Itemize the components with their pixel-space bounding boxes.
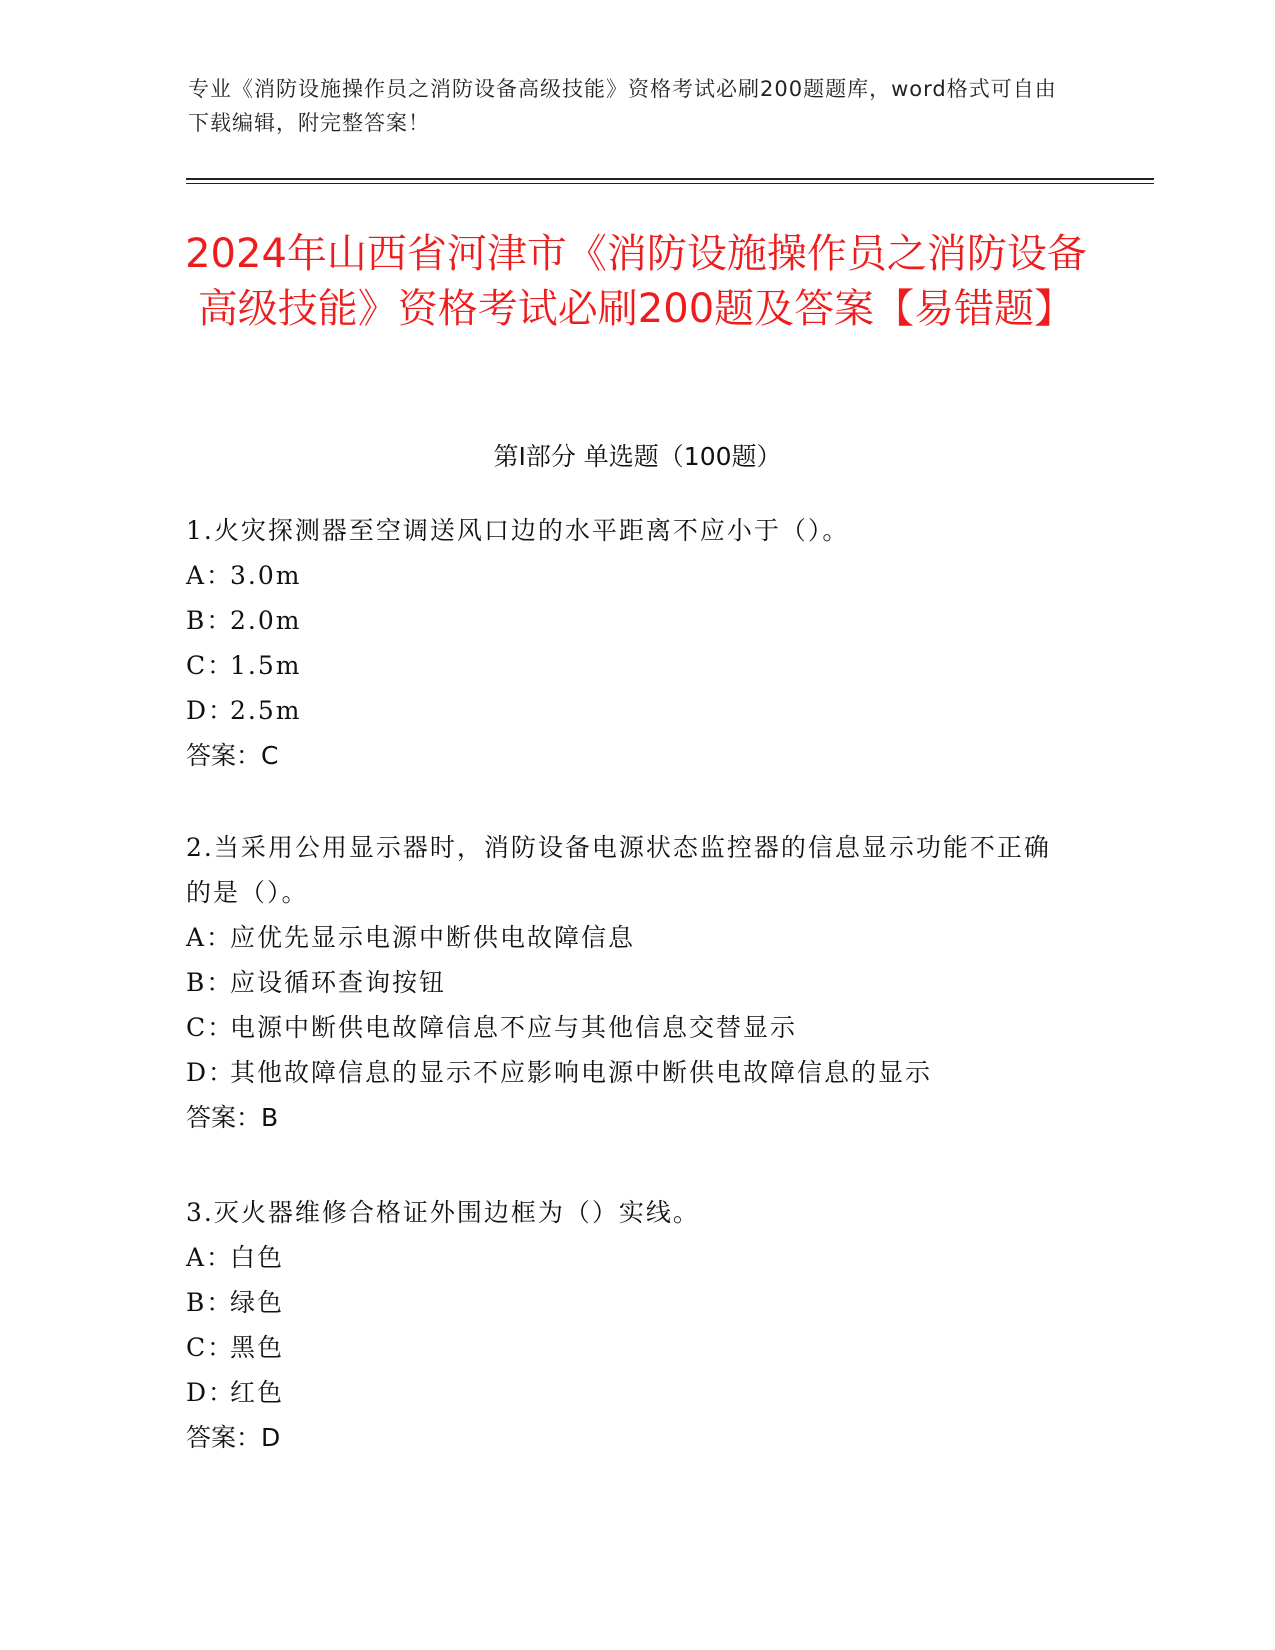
option-key: D： (186, 696, 236, 725)
option-text: 白色 (230, 1243, 285, 1272)
section-title: 第Ⅰ部分 单选题（100题） (493, 442, 782, 471)
option-text: 2.5m (230, 696, 302, 725)
option-c (186, 1325, 1066, 1370)
option-key: C： (186, 1013, 235, 1042)
question-2 (186, 825, 1066, 1140)
header-note: 专业《消防设施操作员之消防设备高级技能》资格考试必刷200题题库，word格式可自由下载编辑，附完整答案！ (188, 77, 1057, 135)
question-stem: 3.灭火器维修合格证外围边框为（）实线。 (186, 1198, 700, 1227)
option-text: 1.5m (230, 651, 302, 680)
option-text: 电源中断供电故障信息不应与其他信息交替显示 (230, 1013, 798, 1042)
option-b (186, 598, 1066, 643)
option-key: B： (186, 1288, 234, 1317)
answer-line: 答案：D (186, 1423, 281, 1452)
option-text: 红色 (230, 1378, 285, 1407)
option-a (186, 1235, 1066, 1280)
option-d (186, 1370, 1066, 1415)
option-key: D： (186, 1058, 236, 1087)
option-c (186, 643, 1066, 688)
answer-line: 答案：B (186, 1103, 279, 1132)
header-divider-thick (186, 178, 1154, 180)
option-text: 2.0m (230, 606, 302, 635)
question-3 (186, 1190, 1066, 1460)
document-title: 2024年山西省河津市《消防设施操作员之消防设备高级技能》资格考试必刷200题及答案【易错题】 (185, 231, 1087, 332)
option-text: 黑色 (230, 1333, 285, 1362)
option-text: 应优先显示电源中断供电故障信息 (230, 923, 636, 952)
option-key: D： (186, 1378, 236, 1407)
option-a (186, 553, 1066, 598)
option-b (186, 1280, 1066, 1325)
option-a (186, 915, 1066, 960)
option-key: C： (186, 1333, 235, 1362)
option-text: 应设循环查询按钮 (230, 968, 447, 997)
header-divider-thin (186, 183, 1154, 184)
question-stem: 1.火灾探测器至空调送风口边的水平距离不应小于（）。 (186, 516, 850, 545)
option-key: A： (186, 1243, 234, 1272)
option-c (186, 1005, 1066, 1050)
option-key: B： (186, 606, 234, 635)
option-key: A： (186, 561, 234, 590)
option-text: 其他故障信息的显示不应影响电源中断供电故障信息的显示 (230, 1058, 933, 1087)
option-d (186, 688, 1066, 733)
option-d (186, 1050, 1066, 1095)
answer-line: 答案：C (186, 741, 279, 770)
option-key: C： (186, 651, 235, 680)
option-key: B： (186, 968, 234, 997)
question-stem: 2.当采用公用显示器时，消防设备电源状态监控器的信息显示功能不正确的是（）。 (186, 833, 1051, 907)
question-1 (186, 508, 1066, 778)
option-b (186, 960, 1066, 1005)
option-key: A： (186, 923, 234, 952)
option-text: 3.0m (230, 561, 302, 590)
option-text: 绿色 (230, 1288, 285, 1317)
